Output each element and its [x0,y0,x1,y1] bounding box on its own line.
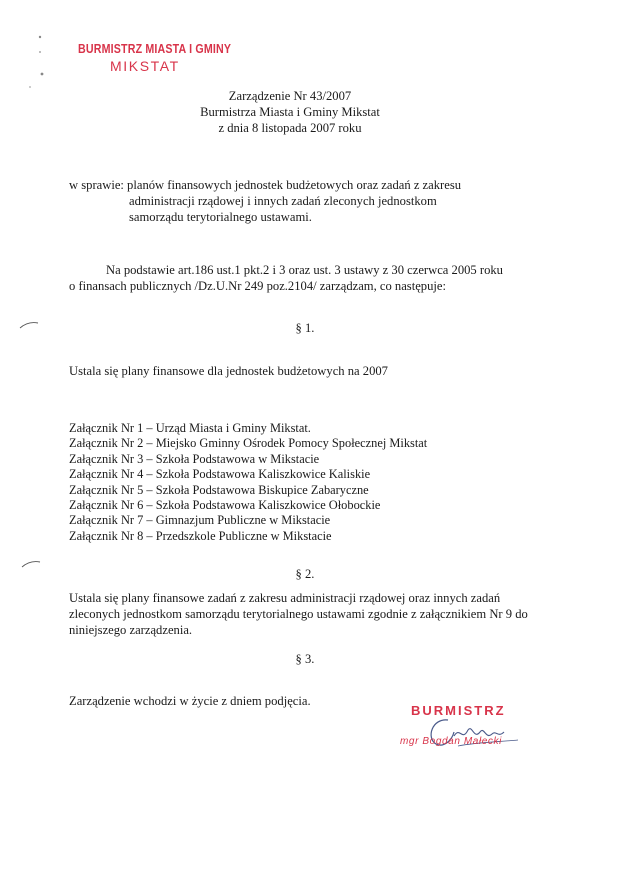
office-stamp-line2: MIKSTAT [110,58,180,74]
signature-stamp-name: mgr Bogdan Małecki [400,736,502,747]
list-item: Załącznik Nr 1 – Urząd Miasta i Gminy Mikstat. [69,421,311,435]
list-item: Załącznik Nr 5 – Szkoła Podstawowa Biskupice Zabaryczne [69,482,369,497]
document-issuer: Burmistrza Miasta i Gminy Mikstat [200,105,380,119]
section-2-line: Ustala się plany finansowe zadań z zakresu administracji rządowej oraz innych zadań [69,591,501,605]
subject-line: administracji rządowej i innych zadań zleconych jednostkom [129,194,437,208]
subject-line: w sprawie: planów finansowych jednostek budżetowych oraz zadań z zakresu [69,178,462,192]
subject-block [69,177,461,225]
legal-basis-line: Na podstawie art.186 ust.1 pkt.2 i 3 oraz ust. 3 ustawy z 30 czerwca 2005 roku [106,263,503,277]
document-date: z dnia 8 listopada 2007 roku [218,121,362,135]
legal-basis-line: o finansach publicznych /Dz.U.Nr 249 poz.2104/ zarządzam, co następuje: [69,279,446,293]
attachments-list [69,421,427,544]
document-header [0,88,580,136]
office-stamp-line1: BURMISTRZ MIASTA I GMINY [78,41,232,56]
section-1-text: Ustala się plany finansowe dla jednostek budżetowych na 2007 [69,364,388,378]
section-1-heading: § 1. [295,321,315,335]
section-2-heading: § 2. [295,567,315,581]
list-item: Załącznik Nr 2 – Miejsko Gminny Ośrodek Pomocy Społecznej Mikstat [69,436,428,451]
signature-stamp-title: BURMISTRZ [411,703,506,718]
section-2-line: niniejszego zarządzenia. [69,623,193,637]
legal-basis-block [69,262,503,294]
list-item: Załącznik Nr 3 – Szkoła Podstawowa w Mikstacie [69,451,320,466]
section-2-line: zleconych jednostkom samorządu terytorialnego ustawami zgodnie z załącznikiem Nr 9 do [69,607,528,621]
subject-line: samorządu terytorialnego ustawami. [129,210,312,224]
list-item: Załącznik Nr 4 – Szkoła Podstawowa Kaliszkowice Kaliskie [69,467,371,482]
closing-statement: Zarządzenie wchodzi w życie z dniem podjęcia. [69,694,311,708]
section-3-heading: § 3. [295,652,315,666]
list-item: Załącznik Nr 7 – Gimnazjum Publiczne w Mikstacie [69,513,331,528]
document-title: Zarządzenie Nr 43/2007 [228,89,352,103]
list-item: Załącznik Nr 6 – Szkoła Podstawowa Kaliszkowice Ołobockie [69,498,381,513]
list-item: Załącznik Nr 8 – Przedszkole Publiczne w Mikstacie [69,528,332,543]
section-2-text [69,590,528,638]
